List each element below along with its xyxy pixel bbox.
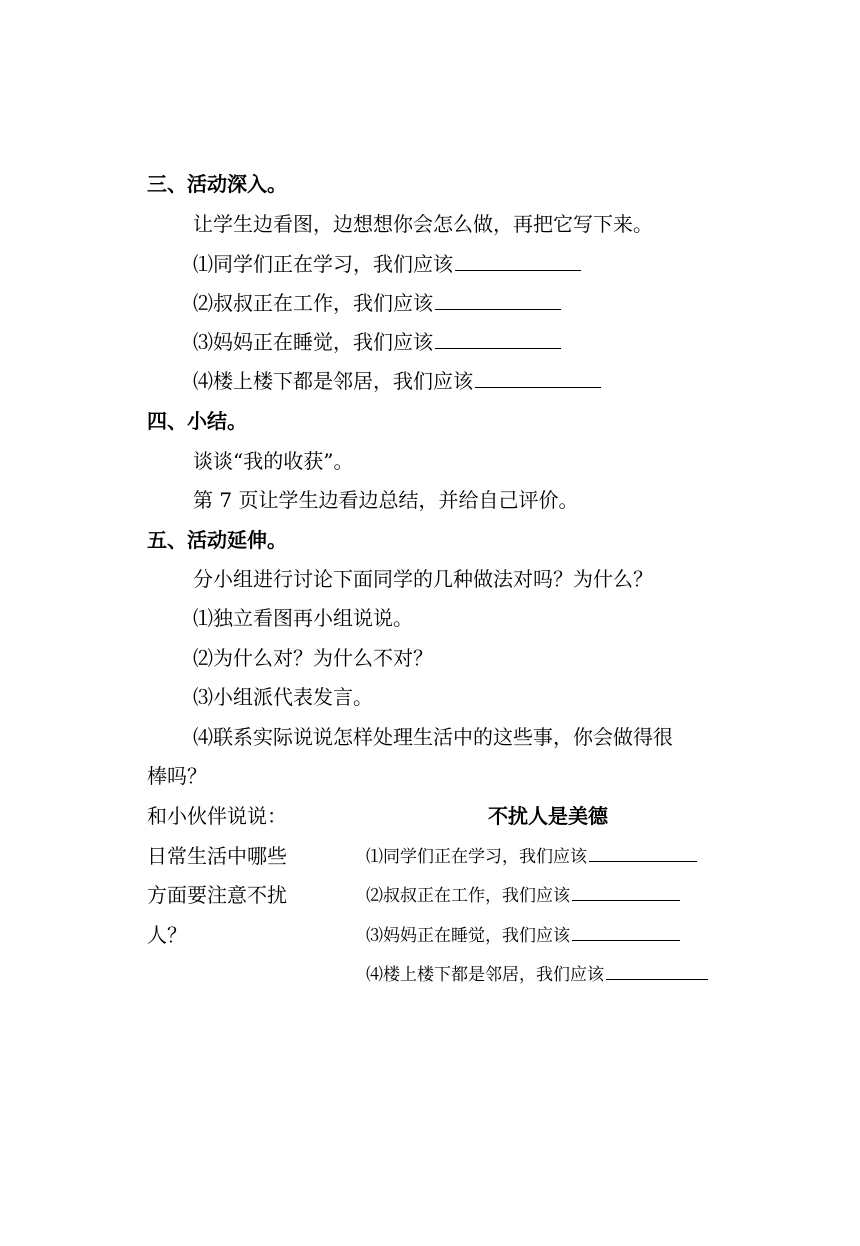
section-4-heading: 四、小结。 [147,409,247,433]
section-3-item-1-text: ⑴同学们正在学习，我们应该 [193,252,453,276]
answer-blank [455,252,581,271]
section-4-line-1: 谈谈“我的收获”。 [193,449,354,473]
box-item-3 [366,926,680,946]
box-item-2-text: ⑵叔叔正在工作，我们应该 [366,886,570,906]
sidebar-line-4: 人？ [147,923,187,947]
section-3-heading: 三、活动深入。 [147,172,287,196]
answer-blank [475,369,601,388]
answer-blank [435,330,561,349]
box-item-4-text: ⑷楼上楼下都是邻居，我们应该 [366,965,604,985]
section-5-item-3: ⑶小组派代表发言。 [193,685,373,709]
section-5-item-4-continuation: 棒吗？ [147,764,207,788]
box-item-1 [366,847,697,867]
answer-blank [435,291,561,310]
answer-blank [572,886,680,901]
section-3-item-4 [193,369,601,393]
section-5-intro: 分小组进行讨论下面同学的几种做法对吗？为什么？ [193,567,653,591]
box-item-2 [366,886,680,906]
box-item-4 [366,965,708,985]
section-5-item-2: ⑵为什么对？为什么不对？ [193,646,433,670]
sidebar-line-1: 和小伙伴说说： [147,804,287,828]
section-3-item-2-text: ⑵叔叔正在工作，我们应该 [193,291,433,315]
answer-blank [589,847,697,862]
section-5-item-1: ⑴独立看图再小组说说。 [193,606,413,630]
section-3-intro: 让学生边看图，边想想你会怎么做，再把它写下来。 [193,212,653,236]
section-3-item-1 [193,252,581,276]
section-3-item-3 [193,330,561,354]
section-3-item-3-text: ⑶妈妈正在睡觉，我们应该 [193,330,433,354]
sidebar-line-3: 方面要注意不扰 [147,883,287,907]
section-5-heading: 五、活动延伸。 [147,528,287,552]
box-item-3-text: ⑶妈妈正在睡觉，我们应该 [366,926,570,946]
answer-blank [572,926,680,941]
sidebar-line-2: 日常生活中哪些 [147,844,287,868]
section-5-item-4: ⑷联系实际说说怎样处理生活中的这些事，你会做得很 [193,725,673,749]
section-3-item-2 [193,291,561,315]
section-3-item-4-text: ⑷楼上楼下都是邻居，我们应该 [193,369,473,393]
section-4-line-2: 第 7 页让学生边看边总结，并给自己评价。 [193,488,579,512]
box-item-1-text: ⑴同学们正在学习，我们应该 [366,847,587,867]
answer-blank [606,965,708,980]
box-title: 不扰人是美德 [488,804,608,828]
